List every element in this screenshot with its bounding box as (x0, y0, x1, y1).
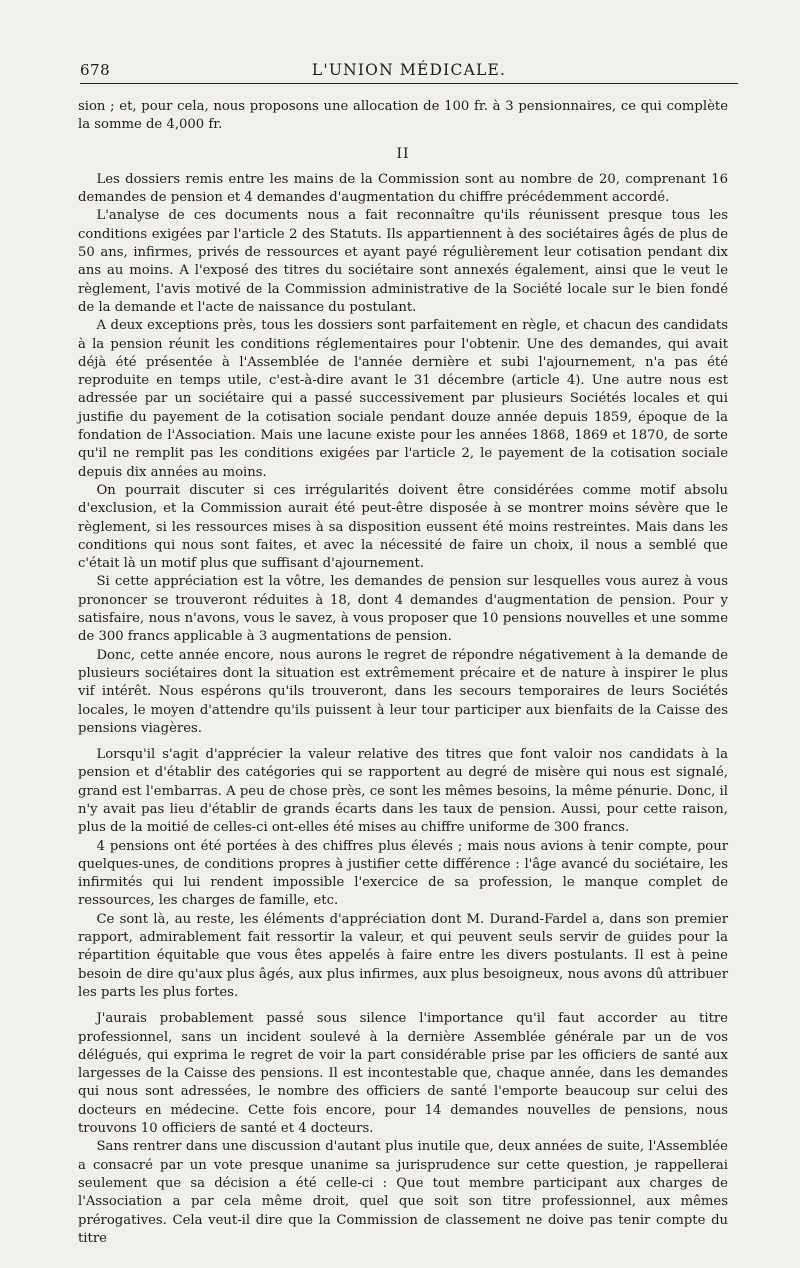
page-number: 678 (80, 61, 111, 79)
running-title: L'UNION MÉDICALE. (311, 61, 507, 79)
page-header (80, 57, 738, 84)
paragraph: Lorsqu'il s'agit d'apprécier la valeur relative des titres que font valoir nos candidats à la pension et d'établir des catégories qui se rapportent au degré de misère qui nous est signalé, grand est l'embarras. A peu de chose près, ce sont les mêmes besoins, la même pénurie. Donc, il n'y avait pas lieu d'établir de grands écarts dans les taux de pension. Aussi, pour cette raison, plus de la moitié de celles-ci ont-elles été mises au chiffre uniforme de 300 francs. (78, 747, 728, 836)
body-text (78, 98, 728, 1248)
paragraph: On pourrait discuter si ces irrégularités doivent être considérées comme motif absolu d'exclusion, et la Commission aurait été peut-être disposée à se montrer moins sévère que le règlement, si les ressources mises à sa disposition eussent été moins restreintes. Mais dans les conditions qui nous sont faites, et avec la nécessité de faire un choix, il nous a semblé que c'était là un motif plus que suffisant d'ajournement. (78, 482, 728, 572)
paragraph: Sans rentrer dans une discussion d'autant plus inutile que, deux années de suite, l'Assemblée a consacré par un vote presque unanime sa jurisprudence sur cette question, je rappellerai seulement que sa décision a été celle-ci : Que tout membre participant aux charges de l'Association a par cela même droit, quel que soit son titre professionnel, aux mêmes prérogatives. Cela veut-il dire que la Commission de classement ne doive pas tenir compte du titre (78, 1139, 728, 1246)
paragraph: J'aurais probablement passé sous silence l'importance qu'il faut accorder au titre professionnel, sans un incident soulevé à la dernière Assemblée générale par un de vos délégués, qui exprima le regret de voir la part considérable prise par les officiers de santé aux largesses de la Caisse des pensions. Il est incontestable que, chaque année, dans les demandes qui nous sont adressées, le nombre des officiers de santé l'emporte beaucoup sur celui des docteurs en médecine. Cette fois encore, pour 14 demandes nouvelles de pensions, nous trouvons 10 officiers de santé et 4 docteurs. (78, 1011, 728, 1137)
section-heading: II (396, 145, 410, 162)
paragraph: Ce sont là, au reste, les éléments d'appréciation dont M. Durand-Fardel a, dans son premier rapport, admirablement fait ressortir la valeur, et qui peuvent seuls servir de guides pour la répartition équitable que vous êtes appelés à faire entre les divers postulants. Il est à peine besoin de dire qu'aux plus âgés, aux plus infirmes, aux plus besoigneux, nous avons dû attribuer les parts les plus fortes. (78, 911, 728, 1000)
paragraph: 4 pensions ont été portées à des chiffres plus élevés ; mais nous avions à tenir compte, pour quelques-unes, de conditions propres à justifier cette différence : l'âge avancé du sociétaire, les infirmités qui lui rendent impossible l'exercice de sa profession, le manque complet de ressources, les charges de famille, etc. (78, 838, 728, 909)
paragraph: Les dossiers remis entre les mains de la Commission sont au nombre de 20, comprenant 16 demandes de pension et 4 demandes d'augmentation du chiffre précédemment accordé. (78, 171, 728, 206)
paragraph: Donc, cette année encore, nous aurons le regret de répondre négativement à la demande de plusieurs sociétaires dont la situation est extrêmement précaire et de nature à inspirer le plus vif intérêt. Nous espérons qu'ils trouveront, dans les secours temporaires de leurs Sociétés locales, le moyen d'attendre qu'ils puissent à leur tour participer aux bienfaits de la Caisse des pensions viagères. (78, 647, 728, 736)
paragraph: sion ; et, pour cela, nous proposons une allocation de 100 fr. à 3 pensionnaires, ce qui complète la somme de 4,000 fr. (78, 99, 728, 133)
paragraph: Si cette appréciation est la vôtre, les demandes de pension sur lesquelles vous aurez à vous prononcer se trouveront réduites à 18, dont 4 demandes d'augmentation de pension. Pour y satisfaire, nous n'avons, vous le savez, à vous proposer que 10 pensions nouvelles et une somme de 300 francs applicable à 3 augmentations de pension. (78, 574, 728, 645)
paragraph: A deux exceptions près, tous les dossiers sont parfaitement en règle, et chacun des candidats à la pension réunit les conditions réglementaires pour l'obtenir. Une des demandes, qui avait déjà été présentée à l'Assemblée de l'année dernière et subi l'ajournement, n'a pas été reproduite en temps utile, c'est-à-dire avant le 31 décembre (article 4). Une autre nous est adressée par un sociétaire qui a passé successivement par plusieurs Sociétés locales et qui justifie du payement de la cotisation sociale pendant douze année depuis 1859, époque de la fondation de l'Association. Mais une lacune existe pour les années 1868, 1869 et 1870, de sorte qu'il ne remplit pas les conditions exigées par l'article 2, le payement de la cotisation sociale depuis dix années au moins. (78, 318, 728, 480)
paragraph: L'analyse de ces documents nous a fait reconnaître qu'ils réunissent presque tous les conditions exigées par l'article 2 des Statuts. Ils appartiennent à des sociétaires âgés de plus de 50 ans, infirmes, privés de ressources et ayant payé régulièrement leur cotisation pendant dix ans au moins. A l'exposé des titres du sociétaire sont annexés également, ainsi que le veut le règlement, l'avis motivé de la Commission administrative de la Société locale sur le bien fondé de la demande et l'acte de naissance du postulant. (78, 208, 728, 315)
